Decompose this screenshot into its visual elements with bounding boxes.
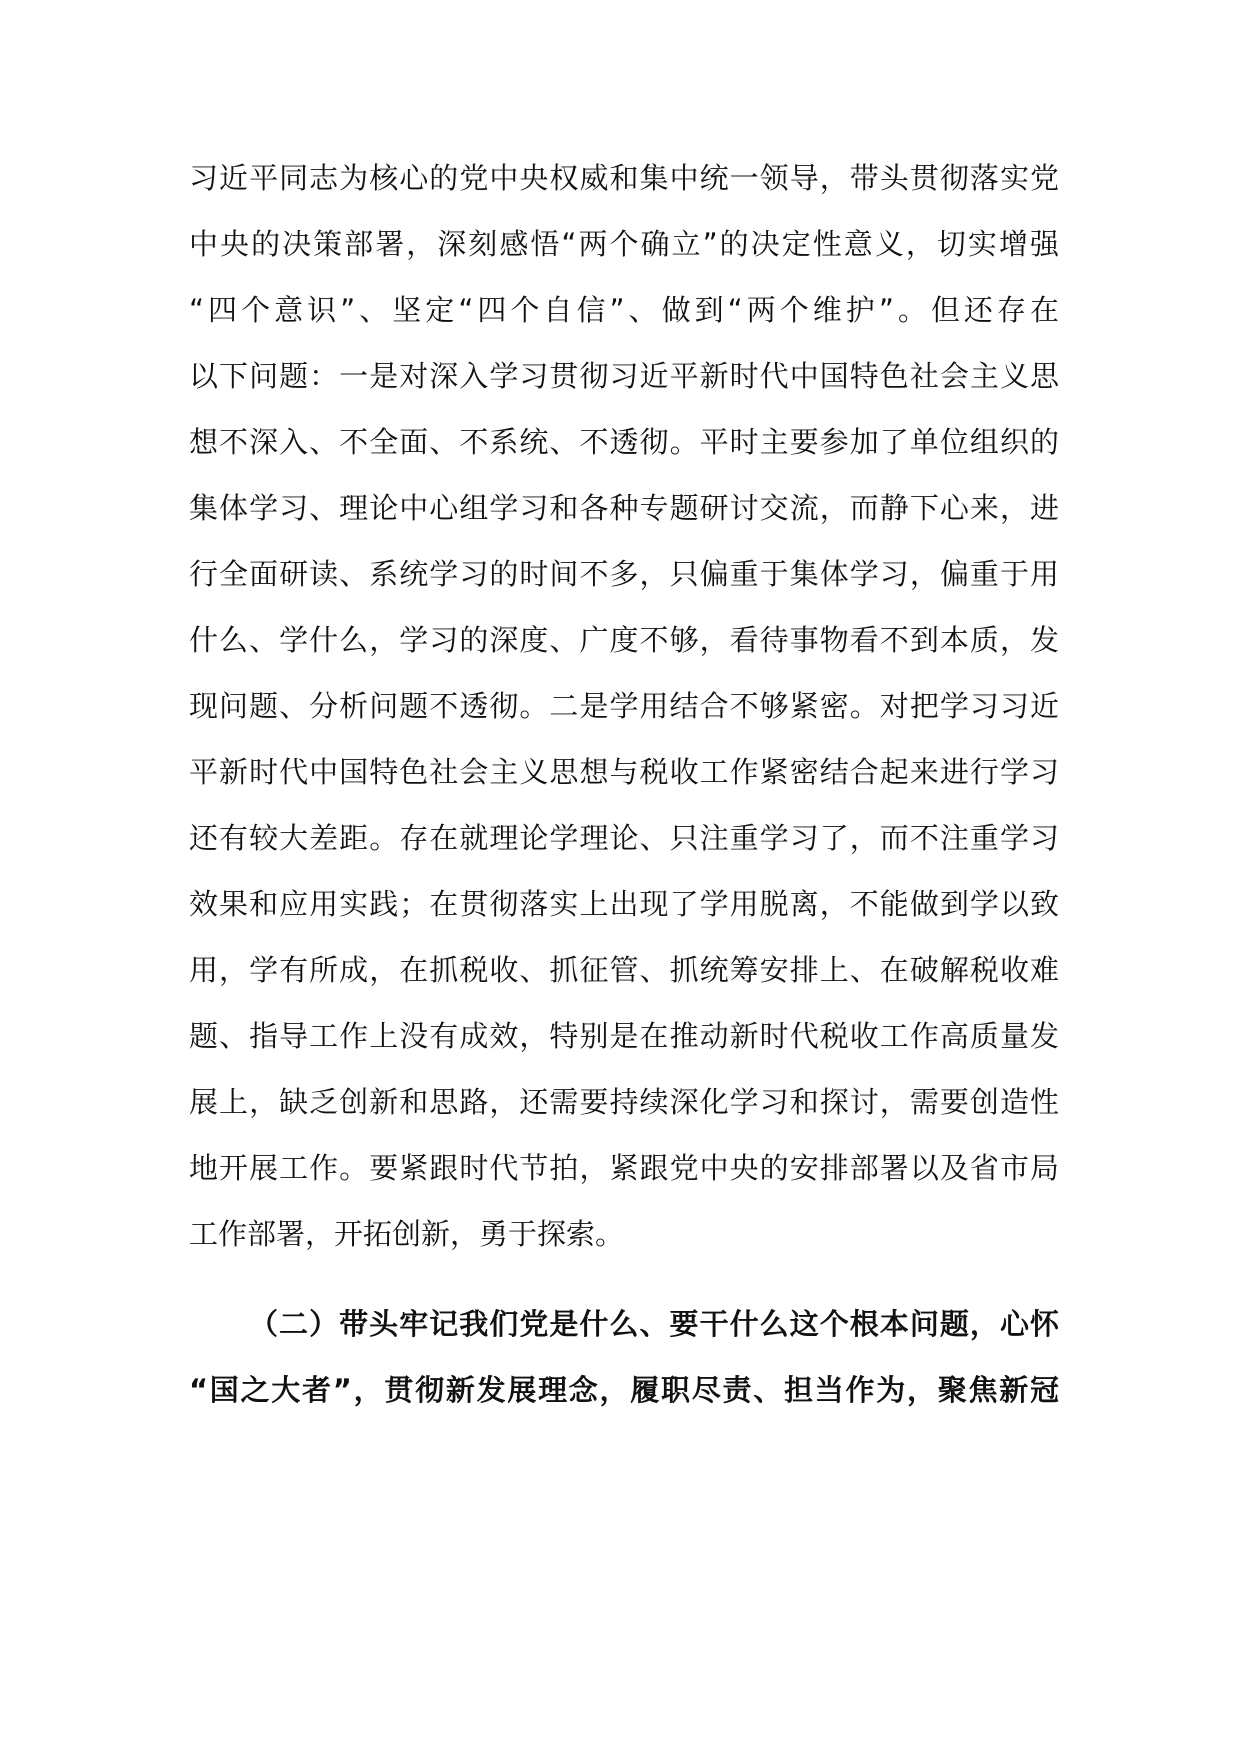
paragraph-line: 什么、学什么，学习的深度、广度不够，看待事物看不到本质，发 — [189, 623, 1059, 657]
paragraph-line: 集体学习、理论中心组学习和各种专题研讨交流，而静下心来，进 — [189, 491, 1059, 525]
heading-line: （二）带头牢记我们党是什么、要干什么这个根本问题，心怀 — [249, 1307, 1059, 1341]
paragraph-line: 平新时代中国特色社会主义思想与税收工作紧密结合起来进行学习 — [189, 755, 1059, 789]
paragraph-line: 用，学有所成，在抓税收、抓征管、抓统筹安排上、在破解税收难 — [189, 953, 1059, 987]
paragraph-line: 现问题、分析问题不透彻。二是学用结合不够紧密。对把学习习近 — [189, 689, 1059, 723]
paragraph-line: 题、指导工作上没有成效，特别是在推动新时代税收工作高质量发 — [189, 1019, 1059, 1053]
heading-line: “国之大者”，贯彻新发展理念，履职尽责、担当作为，聚焦新冠 — [189, 1373, 1059, 1407]
paragraph-line: 想不深入、不全面、不系统、不透彻。平时主要参加了单位组织的 — [189, 425, 1059, 459]
paragraph-line: 地开展工作。要紧跟时代节拍，紧跟党中央的安排部署以及省市局 — [189, 1151, 1059, 1185]
paragraph-line: 展上，缺乏创新和思路，还需要持续深化学习和探讨，需要创造性 — [189, 1085, 1059, 1119]
paragraph-line: 中央的决策部署，深刻感悟“两个确立”的决定性意义，切实增强 — [189, 227, 1059, 261]
paragraph-line: 行全面研读、系统学习的时间不多，只偏重于集体学习，偏重于用 — [189, 557, 1059, 591]
paragraph-line: 效果和应用实践；在贯彻落实上出现了学用脱离，不能做到学以致 — [189, 887, 1059, 921]
paragraph-line: 以下问题：一是对深入学习贯彻习近平新时代中国特色社会主义思 — [189, 359, 1059, 393]
paragraph-line: “四个意识”、坚定“四个自信”、做到“两个维护”。但还存在 — [189, 293, 1059, 327]
paragraph-line: 还有较大差距。存在就理论学理论、只注重学习了，而不注重学习 — [189, 821, 1059, 855]
paragraph-line: 工作部署，开拓创新，勇于探索。 — [189, 1217, 625, 1251]
paragraph-line: 习近平同志为核心的党中央权威和集中统一领导，带头贯彻落实党 — [189, 161, 1059, 195]
